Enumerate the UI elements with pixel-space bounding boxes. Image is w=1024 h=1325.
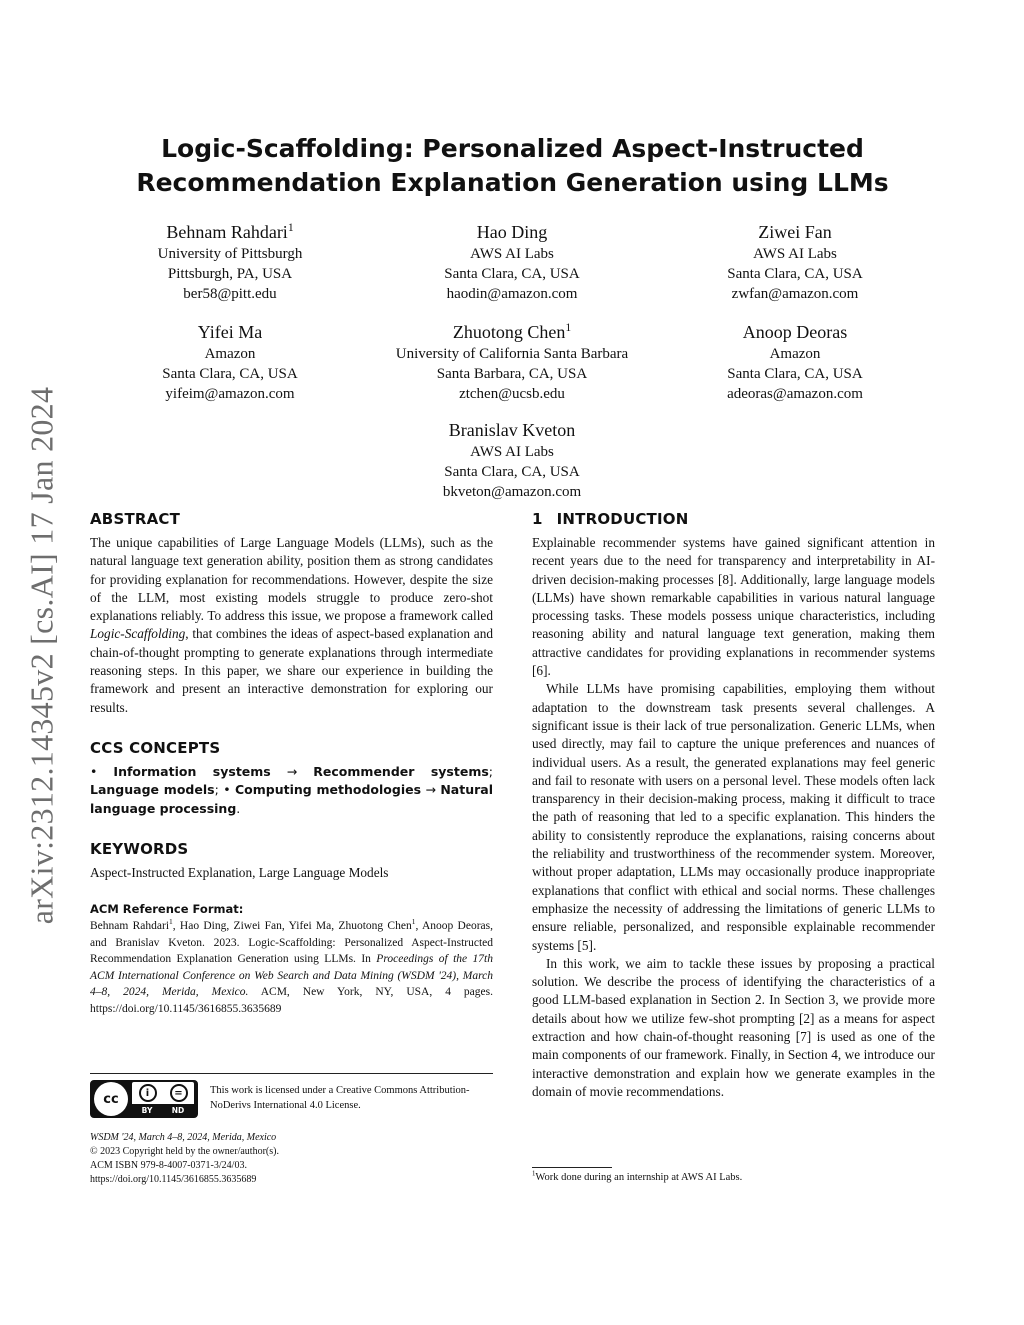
badge-nd-label: ND: [171, 1105, 185, 1115]
author-email: zwfan@amazon.com: [731, 286, 859, 302]
cc-icon: cc: [94, 1082, 128, 1116]
author-name: Anoop Deoras: [742, 322, 848, 342]
license-divider: [90, 1073, 493, 1074]
ccs-heading: CCS CONCEPTS: [90, 738, 221, 757]
acm-reference-heading: ACM Reference Format:: [90, 902, 244, 917]
author-name: Branislav Kveton: [448, 420, 576, 440]
author-name: Yifei Ma: [197, 322, 263, 342]
ccs-concepts-text: • Information systems → Recommender systems; Language models; • Computing methodologies → Natural language processing.: [90, 763, 493, 816]
author-affiliation: AWS AI Labs: [753, 246, 837, 262]
attribution-icon: i: [139, 1084, 157, 1102]
license-text: This work is licensed under a Creative Commons Attribution-NoDerivs International 4.0 License.: [210, 1085, 470, 1111]
doi-link[interactable]: https://doi.org/10.1145/3616855.3635689: [90, 1174, 257, 1185]
author-email: haodin@amazon.com: [446, 286, 578, 302]
title-line-1: Logic-Scaffolding: Personalized Aspect-Instructed: [161, 134, 864, 163]
author-email: yifeim@amazon.com: [165, 386, 295, 402]
author-card: [372, 220, 652, 304]
author-name: Ziwei Fan: [758, 222, 832, 242]
author-card: [655, 220, 935, 304]
arxiv-stamp: [12, 370, 72, 940]
author-location: Santa Clara, CA, USA: [444, 266, 580, 282]
right-column: [532, 510, 935, 1101]
author-location: Santa Clara, CA, USA: [727, 366, 863, 382]
author-name: Zhuotong Chen$^1$: [452, 321, 572, 342]
keywords-heading: KEYWORDS: [90, 839, 189, 858]
author-location: Santa Clara, CA, USA: [444, 464, 580, 480]
abstract-heading: ABSTRACT: [90, 510, 181, 528]
publication-info: [90, 1131, 493, 1187]
author-card: [90, 220, 370, 304]
author-card: [362, 320, 662, 404]
footnote-divider: [532, 1167, 612, 1168]
arxiv-stamp-text: arXiv:2312.14345v2 [cs.AI] 17 Jan 2024: [23, 386, 60, 924]
author-affiliation: AWS AI Labs: [470, 246, 554, 262]
intro-paragraph: Explainable recommender systems have gained significant attention in recent years due to the need for transparency and interpretability in AI-driven decision-making processes [8]. Additionally, large language models (LLMs) have shown remarkable capabilities in various natural language processing tasks. These models possess unique characteristics, including reasoning ability and natural language text generation, making them attractive candidates for providing explanations in recommender systems [6].: [532, 535, 935, 679]
no-derivatives-icon: =: [170, 1084, 188, 1102]
author-card: [655, 320, 935, 404]
intro-paragraph: In this work, we aim to tackle these issues by proposing a practical solution. We describe the process of identifying the characteristics of a good LLM-based explanation in Section 2. In Section 3, we provide more details about how we utilize few-shot prompting [2] as a means for aspect extraction and how chain-of-thought reasoning [7] is used as one of the main components of our framework. Finally, in Section 4, we introduce our interactive demonstration and explain how we generate examples in the domain of movie recommendations.: [532, 955, 935, 1099]
author-affiliation: AWS AI Labs: [470, 444, 554, 460]
author-affiliation: University of Pittsburgh: [157, 246, 303, 262]
author-location: Pittsburgh, PA, USA: [167, 266, 293, 282]
intro-paragraph: While LLMs have promising capabilities, employing them without adaptation to the downstream task presents several challenges. A significant issue is their lack of true personalization. Generic LLMs, when used directly, may fail to capture the unique preferences and nuances of individual users. As a result, the generated explanations may feel generic and fail to resonate with users on a personal level. These models often lack transparency in their decision-making process, making it difficult to trace the path of reasoning that led to a specific explanation. This hinders the ability to consistently reproduce the explanations, raising concerns about the reliability and trustworthiness of the recommender system. Moreover, without proper adaptation, LLMs may occasionally produce inappropriate explanations that conflict with ethical and social norms. These challenges emphasize the necessity of addressing the limitations of generic LLMs to ensure reliable, personalized, and responsible explainable recommender systems [5].: [532, 681, 935, 953]
copyright-line: © 2023 Copyright held by the owner/author(s).: [90, 1146, 279, 1157]
acm-reference-text: Behnam Rahdari$^1$, Hao Ding, Ziwei Fan, Yifei Ma, Zhuotong Chen$^1$, Anoop Deoras, and Branislav Kveton. 2023. Logic-Scaffolding: Personalized Aspect-Instructed Recommendation Explanation Generation using LLMs. In Proceedings of the 17th ACM International Conference on Web Search and Data Mining (WSDM '24), March 4–8, 2024, Merida, Mexico. ACM, New York, NY, USA, 4 pages. https://doi.org/10.1145/3616855.3635689: [90, 917, 494, 1015]
cc-license-badge: [90, 1080, 198, 1118]
author-location: Santa Barbara, CA, USA: [436, 366, 588, 382]
author-location: Santa Clara, CA, USA: [727, 266, 863, 282]
author-location: Santa Clara, CA, USA: [162, 366, 298, 382]
badge-by-label: BY: [141, 1105, 153, 1115]
author-email: ztchen@ucsb.edu: [459, 386, 565, 402]
author-name: Behnam Rahdari$^1$: [166, 221, 294, 242]
footnote: $^1$Work done during an internship at AWS AI Labs.: [532, 1170, 743, 1183]
author-card: [372, 418, 652, 502]
author-email: adeoras@amazon.com: [727, 386, 863, 402]
isbn-line: ACM ISBN 979-8-4007-0371-3/24/03.: [90, 1160, 247, 1171]
author-email: bkveton@amazon.com: [442, 484, 582, 500]
paper-title: [90, 132, 935, 200]
author-affiliation: Amazon: [769, 346, 821, 362]
author-affiliation: Amazon: [204, 346, 256, 362]
author-name: Hao Ding: [476, 222, 548, 242]
title-line-2: Recommendation Explanation Generation using LLMs: [136, 168, 889, 197]
author-affiliation: University of California Santa Barbara: [395, 346, 629, 362]
author-email: ber58@pitt.edu: [183, 286, 277, 302]
introduction-heading: 1 INTRODUCTION: [532, 510, 689, 528]
author-card: [90, 320, 370, 404]
keywords-text: Aspect-Instructed Explanation, Large Language Models: [90, 864, 389, 880]
left-column: [90, 510, 493, 1017]
publication-venue: WSDM '24, March 4–8, 2024, Merida, Mexico: [90, 1132, 277, 1143]
abstract-text: The unique capabilities of Large Language Models (LLMs), such as the natural language text generation ability, position them as strong candidates for providing explanation for recommendations. However, despite the size of the LLM, most existing models struggle to produce zero-shot explanations reliably. To address this issue, we propose a framework called Logic-Scaffolding, that combines the ideas of aspect-based explanation and chain-of-thought prompting to generate explanations through intermediate reasoning steps. In this paper, we share our experience in building the framework and present an interactive demonstration for exploring our results.: [90, 535, 493, 715]
